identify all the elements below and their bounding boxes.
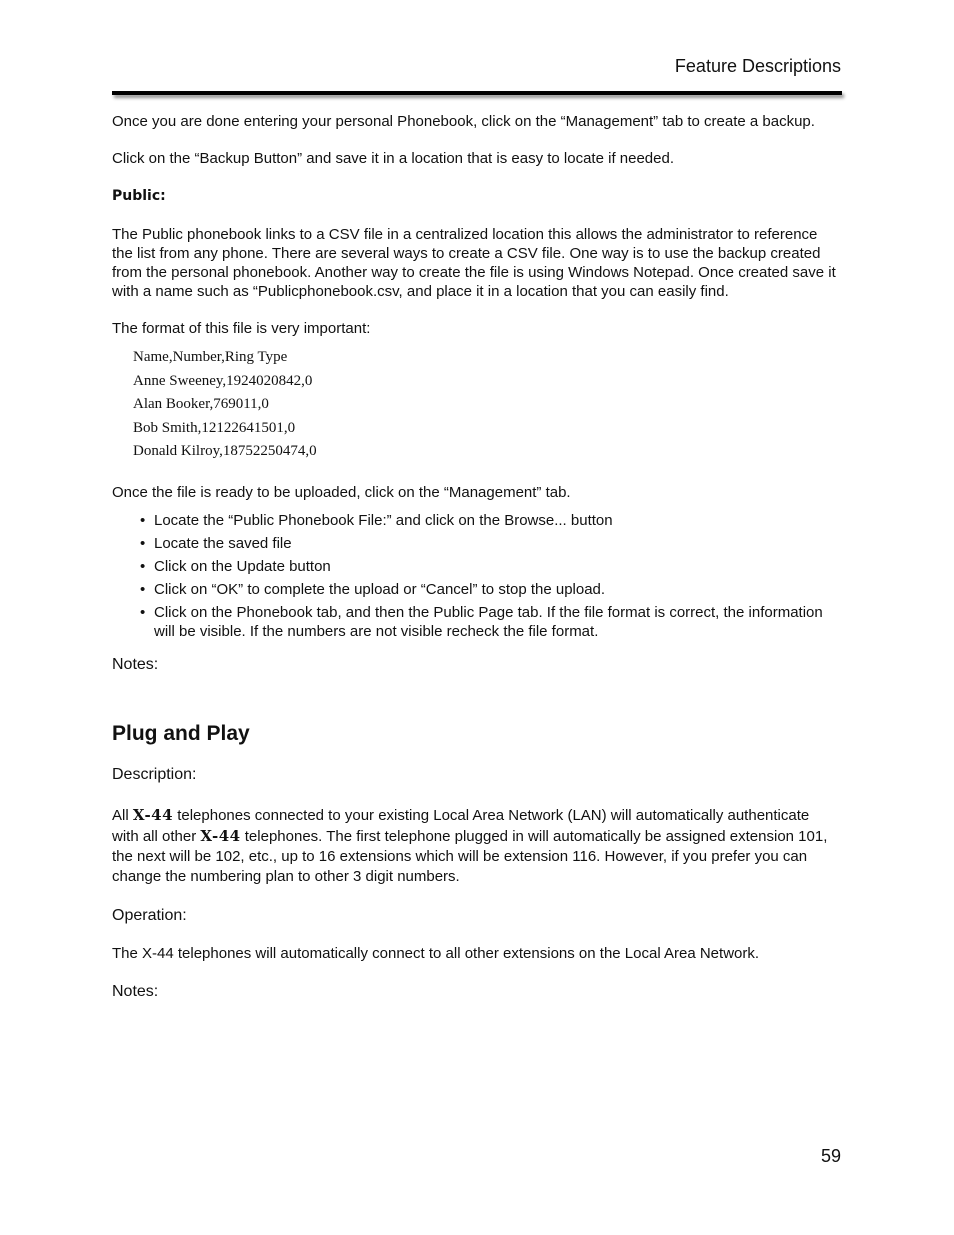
product-brand: X-44 <box>200 826 241 845</box>
page-number: 59 <box>820 1146 841 1166</box>
product-brand: X-44 <box>132 805 174 824</box>
list-item-text: Click on “OK” to complete the upload or “Cancel” to stop the upload. <box>154 580 606 598</box>
desc-text: telephones. The first telephone plugged in will automatically be assigned extension 101, the next will be 102, etc., up to 16 extensions which will be extension 116. However, if you prefer you can change the numbering plan to other 3 digit numbers. <box>112 827 828 885</box>
list-item-text: Locate the “Public Phonebook File:” and click on the Browse... button <box>154 511 613 529</box>
csv-line: Name,Number,Ring Type <box>133 349 288 365</box>
header-rule <box>112 91 842 95</box>
list-item <box>112 580 840 599</box>
public-heading: Public: <box>112 188 166 204</box>
bullet-icon: • <box>140 511 146 529</box>
bullet-icon: • <box>140 534 146 552</box>
section-title: Plug and Play <box>112 721 250 745</box>
notes-label: Notes: <box>112 655 159 673</box>
format-intro: The format of this file is very important: <box>112 320 371 337</box>
list-item-text: Click on the Update button <box>154 557 331 575</box>
desc-text: telephones connected to your existing Local Area Network (LAN) will automatically authenticate with all other <box>112 806 810 845</box>
list-item-text: Click on the Phonebook tab, and then the Public Page tab. If the file format is correct, the information will be visible. If the numbers are not visible recheck the file format. <box>154 603 823 640</box>
list-item <box>112 603 840 641</box>
description-label: Description: <box>112 765 197 783</box>
list-item <box>112 534 840 553</box>
operation-label: Operation: <box>112 906 187 924</box>
desc-text: All <box>112 806 129 824</box>
csv-line: Bob Smith,12122641501,0 <box>133 419 296 436</box>
csv-format-example <box>133 346 840 464</box>
upload-intro: Once the file is ready to be uploaded, click on the “Management” tab. <box>112 483 571 501</box>
csv-line: Anne Sweeney,1924020842,0 <box>133 372 313 389</box>
csv-line: Alan Booker,769011,0 <box>133 396 269 412</box>
backup-instruction-paragraph: Once you are done entering your personal Phonebook, click on the “Management” tab to create a backup. <box>112 113 815 130</box>
bullet-icon: • <box>140 580 146 598</box>
notes-label: Notes: <box>112 982 159 1000</box>
list-item <box>112 557 840 576</box>
list-item-text: Locate the saved file <box>154 534 292 552</box>
backup-button-paragraph: Click on the “Backup Button” and save it in a location that is easy to locate if needed. <box>112 150 674 167</box>
page-content <box>112 112 840 1001</box>
public-phonebook-paragraph: The Public phonebook links to a CSV file in a centralized location this allows the administrator to reference the list from any phone. There are several ways to create a CSV file. One way is to use the backup created from the personal phonebook. Another way to create the file is using Windows Notepad. Once created save it with a name such as “Publicphonebook.csv, and place it in a location that you can easily find. <box>112 226 836 300</box>
upload-steps-list <box>112 511 840 641</box>
csv-line: Donald Kilroy,18752250474,0 <box>133 443 317 459</box>
bullet-icon: • <box>140 557 146 575</box>
operation-paragraph: The X-44 telephones will automatically connect to all other extensions on the Local Area Network. <box>112 944 760 962</box>
bullet-icon: • <box>140 603 146 621</box>
running-header: Feature Descriptions <box>674 56 841 76</box>
plug-and-play-description <box>112 805 840 887</box>
list-item <box>112 511 840 530</box>
